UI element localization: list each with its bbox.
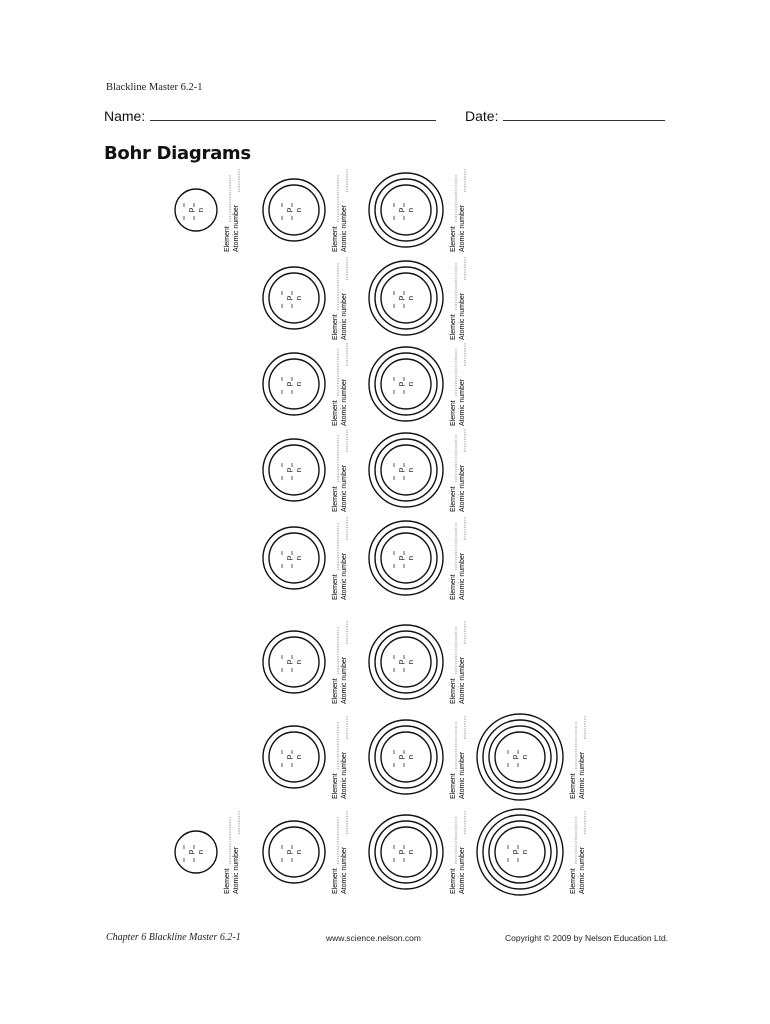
bohr-atom — [369, 810, 466, 894]
atomic-number-label: Atomic number — [459, 464, 466, 512]
element-label: Element — [450, 226, 457, 252]
element-label: Element — [450, 574, 457, 600]
element-label: Element — [332, 868, 339, 894]
neutron-label: n — [294, 555, 303, 561]
neutron-label: n — [406, 555, 415, 561]
atomic-number-label: Atomic number — [233, 204, 240, 252]
element-label: Element — [450, 486, 457, 512]
proton-label: p — [396, 659, 405, 665]
element-label: Element — [332, 314, 339, 340]
neutron-label: n — [196, 207, 205, 213]
proton-label: p — [396, 467, 405, 473]
element-label: Element — [450, 400, 457, 426]
element-label: Element — [224, 868, 231, 894]
proton-label: p — [284, 659, 293, 665]
neutron-label: n — [294, 659, 303, 665]
neutron-label: n — [196, 849, 205, 855]
neutron-label: n — [294, 467, 303, 473]
neutron-label: n — [294, 381, 303, 387]
atomic-number-label: Atomic number — [579, 751, 586, 799]
proton-label: p — [284, 555, 293, 561]
bohr-atom — [369, 342, 466, 426]
bohr-atom — [369, 620, 466, 704]
atomic-number-label: Atomic number — [459, 846, 466, 894]
proton-label: p — [396, 849, 405, 855]
bohr-atom — [263, 516, 348, 600]
bohr-atom — [175, 168, 240, 252]
bohr-atom — [263, 428, 348, 512]
proton-label: p — [186, 207, 195, 213]
atomic-number-label: Atomic number — [341, 846, 348, 894]
element-label: Element — [450, 314, 457, 340]
element-label: Element — [570, 868, 577, 894]
atomic-number-label: Atomic number — [459, 656, 466, 704]
bohr-atom — [369, 516, 466, 600]
bohr-atom — [263, 715, 348, 799]
proton-label: p — [186, 849, 195, 855]
bohr-atom — [369, 256, 466, 340]
proton-label: p — [396, 207, 405, 213]
atomic-number-label: Atomic number — [341, 292, 348, 340]
element-label: Element — [570, 773, 577, 799]
bohr-atom — [263, 342, 348, 426]
neutron-label: n — [406, 467, 415, 473]
element-label: Element — [332, 400, 339, 426]
atomic-number-label: Atomic number — [459, 378, 466, 426]
atomic-number-label: Atomic number — [233, 846, 240, 894]
bohr-atom — [175, 810, 240, 894]
proton-label: p — [510, 754, 519, 760]
bohr-atom — [369, 168, 466, 252]
atomic-number-label: Atomic number — [459, 552, 466, 600]
footer-chapter: Chapter 6 Blackline Master 6.2-1 — [106, 932, 241, 943]
element-label: Element — [332, 773, 339, 799]
atomic-number-label: Atomic number — [341, 464, 348, 512]
element-label: Element — [332, 574, 339, 600]
neutron-label: n — [406, 754, 415, 760]
element-label: Element — [332, 486, 339, 512]
proton-label: p — [284, 207, 293, 213]
atomic-number-label: Atomic number — [341, 751, 348, 799]
bohr-atom — [263, 810, 348, 894]
neutron-label: n — [294, 849, 303, 855]
bohr-atom — [263, 168, 348, 252]
neutron-label: n — [294, 295, 303, 301]
atomic-number-label: Atomic number — [341, 656, 348, 704]
blackline-master-label: Blackline Master 6.2-1 — [106, 82, 203, 93]
page-title: Bohr Diagrams — [104, 143, 251, 164]
neutron-label: n — [294, 207, 303, 213]
neutron-label: n — [406, 295, 415, 301]
proton-label: p — [396, 295, 405, 301]
neutron-label: n — [406, 849, 415, 855]
element-label: Element — [450, 868, 457, 894]
atomic-number-label: Atomic number — [341, 552, 348, 600]
atomic-number-label: Atomic number — [579, 846, 586, 894]
element-label: Element — [450, 773, 457, 799]
bohr-atom — [263, 620, 348, 704]
element-label: Element — [450, 678, 457, 704]
neutron-label: n — [406, 381, 415, 387]
atomic-number-label: Atomic number — [459, 204, 466, 252]
bohr-atom — [477, 809, 586, 895]
neutron-label: n — [520, 754, 529, 760]
proton-label: p — [396, 754, 405, 760]
bohr-atom — [477, 714, 586, 800]
element-label: Element — [224, 226, 231, 252]
proton-label: p — [284, 467, 293, 473]
proton-label: p — [510, 849, 519, 855]
proton-label: p — [284, 381, 293, 387]
element-label: Element — [332, 226, 339, 252]
proton-label: p — [396, 555, 405, 561]
bohr-atom — [369, 428, 466, 512]
name-label: Name: — [104, 108, 146, 124]
atomic-number-label: Atomic number — [341, 378, 348, 426]
footer-website: www.science.nelson.com — [326, 933, 421, 943]
neutron-label: n — [406, 659, 415, 665]
bohr-atom — [263, 256, 348, 340]
proton-label: p — [284, 295, 293, 301]
atomic-number-label: Atomic number — [459, 751, 466, 799]
proton-label: p — [396, 381, 405, 387]
neutron-label: n — [294, 754, 303, 760]
atomic-number-label: Atomic number — [341, 204, 348, 252]
atomic-number-label: Atomic number — [459, 292, 466, 340]
proton-label: p — [284, 849, 293, 855]
bohr-atom — [369, 715, 466, 799]
neutron-label: n — [520, 849, 529, 855]
neutron-label: n — [406, 207, 415, 213]
date-label: Date: — [465, 108, 499, 124]
proton-label: p — [284, 754, 293, 760]
element-label: Element — [332, 678, 339, 704]
footer-copyright: Copyright © 2009 by Nelson Education Ltd. — [505, 933, 669, 943]
